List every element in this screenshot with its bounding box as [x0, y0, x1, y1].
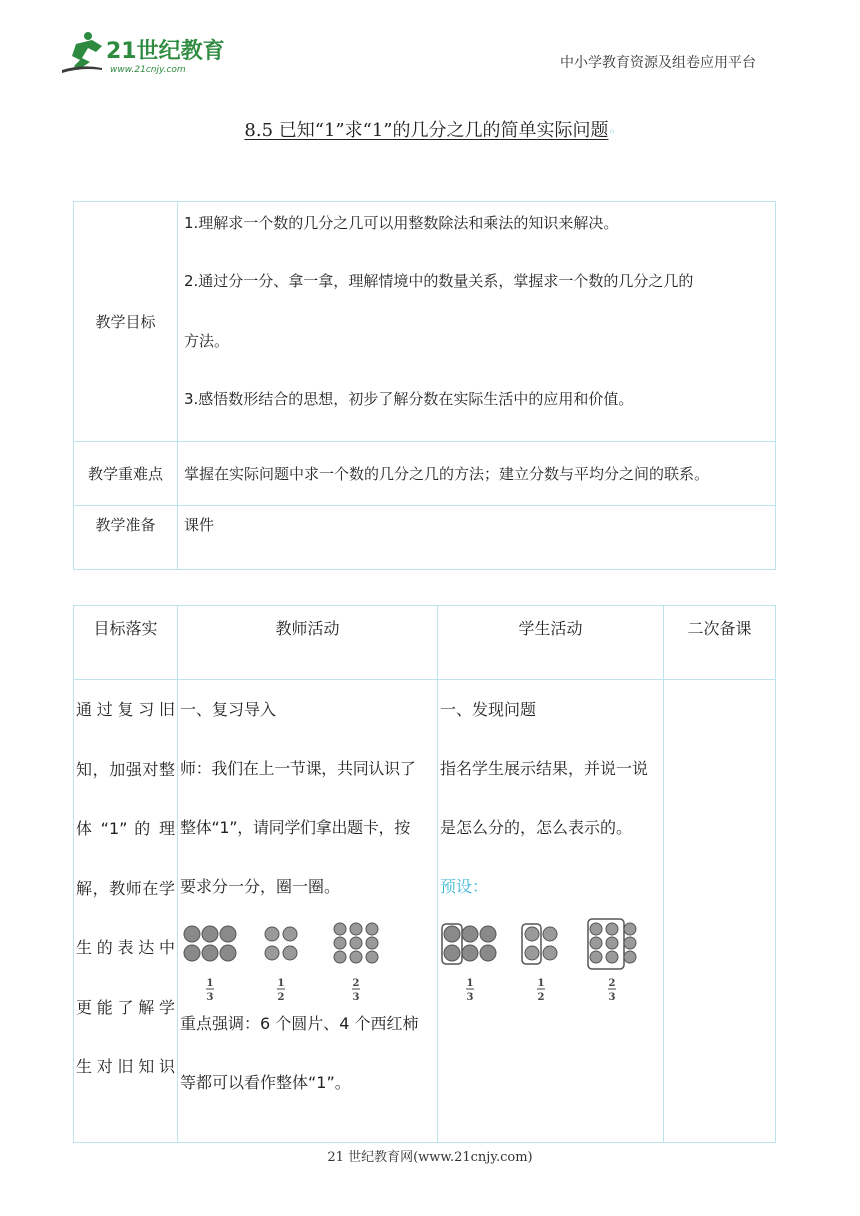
goal-line: 通过复习旧: [76, 700, 175, 719]
footer: 21 世纪教育网(www.21cnjy.com): [327, 1150, 533, 1165]
key-points-label: 教学重难点: [74, 442, 178, 506]
fraction-groups-circled-illustration: [440, 916, 660, 1002]
goal-line: 体 “1” 的 理: [76, 819, 175, 838]
objectives-cell: [178, 202, 776, 442]
header-goal: 目标落实: [74, 606, 178, 680]
student-preset: 预设：: [440, 877, 489, 896]
header-teacher: 教师活动: [178, 606, 438, 680]
site-logo: [62, 30, 232, 76]
runner-logo-icon: [62, 30, 232, 76]
student-figure: [440, 916, 663, 1002]
fraction-den: 2: [277, 992, 285, 1002]
second-prep-cell: [664, 680, 776, 1143]
prep-value: 课件: [178, 506, 776, 570]
objective-2-cont: 方法。: [184, 332, 230, 350]
goal-line: 更能了解学: [76, 997, 175, 1017]
fraction-num: 2: [352, 978, 360, 989]
teacher-line: 师：我们在上一节课，共同认识了: [180, 759, 416, 778]
fraction-den: 3: [206, 992, 214, 1002]
title-text: 8.5 已知“1”求“1”的几分之几的简单实际问题: [244, 120, 609, 141]
fraction-num: 1: [537, 978, 545, 989]
key-points: 掌握在实际问题中求一个数的几分之几的方法；建立分数与平均分之间的联系。: [178, 442, 776, 506]
student-line: 指名学生展示结果，并说一说: [440, 759, 649, 778]
teacher-emphasis: 等都可以看作整体“1”。: [180, 1073, 351, 1092]
info-table: [73, 201, 776, 570]
svg-text:www.21cnjy.com: www.21cnjy.com: [110, 65, 186, 75]
goal-line: 知，加强对整: [76, 759, 175, 779]
student-line: 是怎么分的，怎么表示的。: [440, 818, 633, 837]
fraction-num: 1: [277, 978, 285, 989]
fraction-den: 3: [466, 992, 474, 1002]
platform-tagline: 中小学教育资源及组卷应用平台: [560, 55, 756, 71]
circle-chips-icon: [444, 926, 496, 961]
fraction-num: 1: [206, 978, 214, 989]
teacher-figure: [180, 916, 437, 1002]
circle-chips-icon: [184, 926, 236, 961]
fraction-den: 2: [537, 992, 545, 1002]
goal-line: 生的表达中: [76, 938, 175, 957]
header-student: 学生活动: [438, 606, 664, 680]
objectives-label: 教学目标: [74, 202, 178, 442]
objective-3: 3.感悟数形结合的思想，初步了解分数在实际生活中的应用和价值。: [184, 390, 634, 408]
prep-label: 教学准备: [74, 506, 178, 570]
fraction-den: 3: [608, 992, 616, 1002]
fraction-den: 3: [352, 992, 360, 1002]
fraction-num: 2: [608, 978, 616, 989]
page-title: 8.5 已知“1”求“1”的几分之几的简单实际问题◦: [244, 120, 616, 141]
teacher-activity-cell: [178, 680, 438, 1143]
tomato-icon: [265, 927, 297, 960]
svg-text:21世纪教育: 21世纪教育: [106, 39, 225, 64]
fraction-num: 1: [466, 978, 474, 989]
teacher-line: 整体“1”，请同学们拿出题卡，按: [180, 818, 410, 837]
student-activity-cell: [438, 680, 664, 1143]
apple-icon: [334, 923, 378, 963]
teacher-line: 要求分一分，圈一圈。: [180, 877, 341, 896]
goal-line: 解，教师在学: [76, 878, 175, 898]
fraction-groups-illustration: [180, 916, 410, 1002]
header-second-prep: 二次备课: [664, 606, 776, 680]
activity-table: [73, 605, 776, 1143]
goal-line: 生对旧知识: [76, 1057, 175, 1076]
goal-cell: [74, 680, 178, 1143]
objective-2: 2.通过分一分、拿一拿，理解情境中的数量关系，掌握求一个数的几分之几的: [184, 272, 694, 290]
student-heading: 一、发现问题: [440, 700, 537, 719]
teacher-emphasis: 重点强调：6 个圆片、4 个西红柿: [180, 1014, 419, 1033]
apple-icon: [590, 923, 636, 963]
teacher-heading: 一、复习导入: [180, 700, 277, 719]
objective-1: 1.理解求一个数的几分之几可以用整数除法和乘法的知识来解决。: [184, 214, 619, 232]
